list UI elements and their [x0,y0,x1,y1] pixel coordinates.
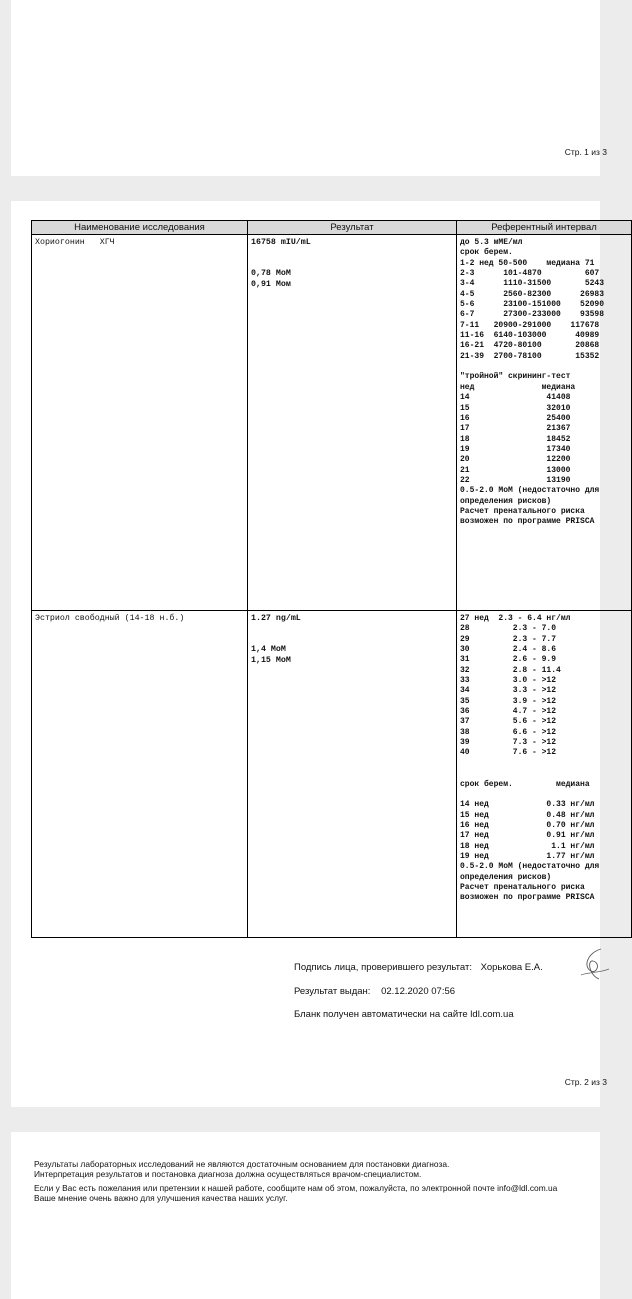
contact-line-2: Ваше мнение очень важно для улучшения качества наших услуг. [34,1193,288,1203]
page-number: Стр. 1 из 3 [564,147,607,157]
test-name: Хориогонин ХГЧ [35,238,115,247]
header-result: Результат [248,221,457,235]
checked-by-label: Подпись лица, проверившего результат: [294,962,472,973]
issued-label: Результат выдан: [294,986,371,997]
checked-by-line [294,962,543,973]
table-row-estriol [32,611,632,938]
disclaimer-line-1: Результаты лабораторных исследований не являются достаточным основанием для постановки диагноза. [34,1159,450,1169]
table-row-hcg [32,235,632,611]
reference-interval: 27 нед 2.3 - 6.4 нг/мл 28 2.3 - 7.0 29 2.3 - 7.7 30 2.4 - 8.6 31 2.6 - 9.9 32 2.8 - 11.4 33 3.0 - >12 34 3.3 - >12 35 3.9 - >12 36 4.7 - >12 37 5.6 - >12 38 6.6 - >12 39 7.3 - >12 40 7.6 - >12 срок берем. медиана 14 нед 0.33 нг/мл 15 нед 0.48 нг/мл 16 нед 0.70 нг/мл 17 нед 0.91 нг/мл 18 нед 1.1 нг/мл 19 нед 1.77 нг/мл 0.5-2.0 МоМ (недостаточно для определения рисков) Расчет пренатального риска возможен по программе PRISCA [460,614,600,903]
test-name: Эстриол свободный (14-18 н.б.) [35,614,185,623]
checked-by-name: Хорькова Е.А. [480,962,543,973]
signature-stamp-icon [579,945,609,983]
page-number: Стр. 2 из 3 [564,1077,607,1087]
reference-interval: до 5.3 мМЕ/мл срок берем. 1-2 нед 50-500 медиана 71 2-3 101-4870 607 3-4 1110-31500 5243 4-5 2560-82300 26983 5-6 23100-151000 52090 6-7 27300-233000 93598 7-11 20900-291000 117678 11-16 6140-103000 40989 16-21 4720-80100 20868 21-39 2700-78100 15352 "тройной" скрининг-тест нед медиана 14 41408 15 32010 16 25400 17 21367 18 18452 19 17340 20 12200 21 13000 22 13190 0.5-2.0 МоМ (недостаточно для определения рисков) Расчет пренатального риска возможен по программе PRISCA [460,238,605,527]
page-2 [11,201,607,1107]
source-note: Бланк получен автоматически на сайте ldl.com.ua [294,1009,514,1020]
page-3 [11,1132,600,1299]
page-1 [11,0,607,176]
header-test-name: Наименование исследования [32,221,248,235]
results-table [31,220,632,938]
issued-line [294,986,455,997]
table-header-row [32,221,632,235]
issued-date: 02.12.2020 07:56 [381,986,456,997]
test-result: 1.27 ng/mL 1,4 МоМ 1,15 МоМ [251,614,301,665]
disclaimer-line-2: Интерпретация результатов и постановка диагноза должна осуществляться врачом-специалистом. [34,1169,422,1179]
header-reference: Референтный интервал [457,221,632,235]
test-result: 16758 mIU/mL 0,78 МоМ 0,91 Мом [251,238,311,289]
contact-line-1: Если у Вас есть пожелания или претензии к нашей работе, сообщите нам об этом, пожалуйста, по электронной почте info@ldl.com.ua [34,1183,558,1193]
